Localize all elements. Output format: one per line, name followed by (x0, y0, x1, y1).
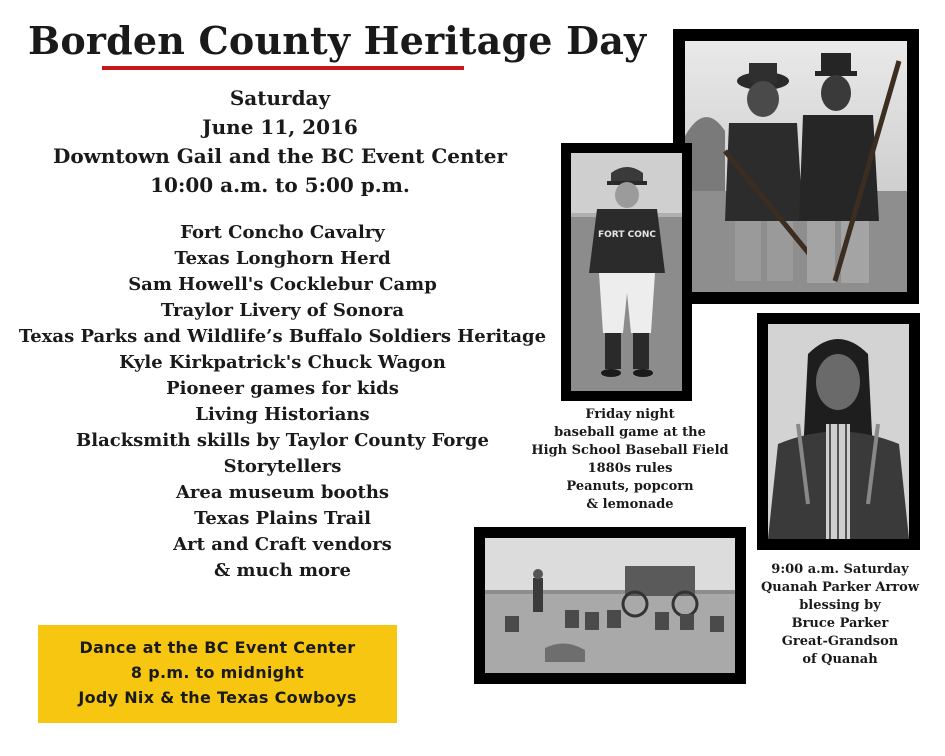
activity-item: Traylor Livery of Sonora (160, 300, 405, 321)
caption-line: Great-Grandson (781, 634, 899, 649)
baseball-player-photo (561, 143, 692, 401)
dance-info-box (38, 625, 397, 723)
caption-line: Bruce Parker (791, 616, 889, 631)
caption-line: Peanuts, popcorn (566, 479, 694, 494)
title-underline (102, 66, 464, 70)
activity-item: Kyle Kirkpatrick's Chuck Wagon (119, 352, 446, 373)
event-day: Saturday (229, 86, 331, 110)
dance-line: Jody Nix & the Texas Cowboys (78, 688, 357, 707)
activity-item: Texas Parks and Wildlife’s Buffalo Soldiers Heritage (18, 326, 547, 347)
buffalo-soldiers-photo (673, 29, 919, 304)
dance-line: 8 p.m. to midnight (130, 663, 305, 682)
activity-item: Storytellers (223, 456, 342, 477)
caption-line: baseball game at the (554, 425, 706, 440)
quanah-parker-photo (757, 313, 920, 550)
jersey-text: FORT CONC (598, 230, 656, 240)
activity-item: Blacksmith skills by Taylor County Forge (76, 430, 489, 451)
caption-line: 9:00 a.m. Saturday (771, 562, 909, 577)
caption-line: of Quanah (802, 652, 878, 667)
caption-line: High School Baseball Field (531, 443, 729, 458)
caption-line: & lemonade (586, 497, 674, 512)
quanah-caption (750, 561, 930, 669)
activity-item: Living Historians (195, 404, 370, 425)
dance-line: Dance at the BC Event Center (79, 638, 356, 657)
caption-line: 1880s rules (587, 461, 673, 476)
camp-wagon-photo (474, 527, 746, 684)
activity-item: & much more (214, 560, 351, 581)
activity-item: Art and Craft vendors (173, 534, 392, 555)
activity-item: Fort Concho Cavalry (180, 222, 385, 243)
activity-item: Area museum booths (175, 482, 390, 503)
event-location: Downtown Gail and the BC Event Center (52, 144, 508, 168)
event-date: June 11, 2016 (202, 115, 358, 139)
activity-item: Texas Longhorn Herd (174, 248, 391, 269)
activity-item: Sam Howell's Cocklebur Camp (128, 274, 437, 295)
page-title: Borden County Heritage Day (28, 18, 647, 63)
activity-item: Pioneer games for kids (166, 378, 399, 399)
event-time: 10:00 a.m. to 5:00 p.m. (150, 173, 410, 197)
caption-line: Friday night (585, 407, 675, 422)
caption-line: Quanah Parker Arrow (760, 580, 920, 595)
caption-line: blessing by (799, 598, 881, 613)
activity-item: Texas Plains Trail (194, 508, 371, 529)
baseball-caption (530, 406, 730, 514)
event-info (20, 84, 540, 200)
